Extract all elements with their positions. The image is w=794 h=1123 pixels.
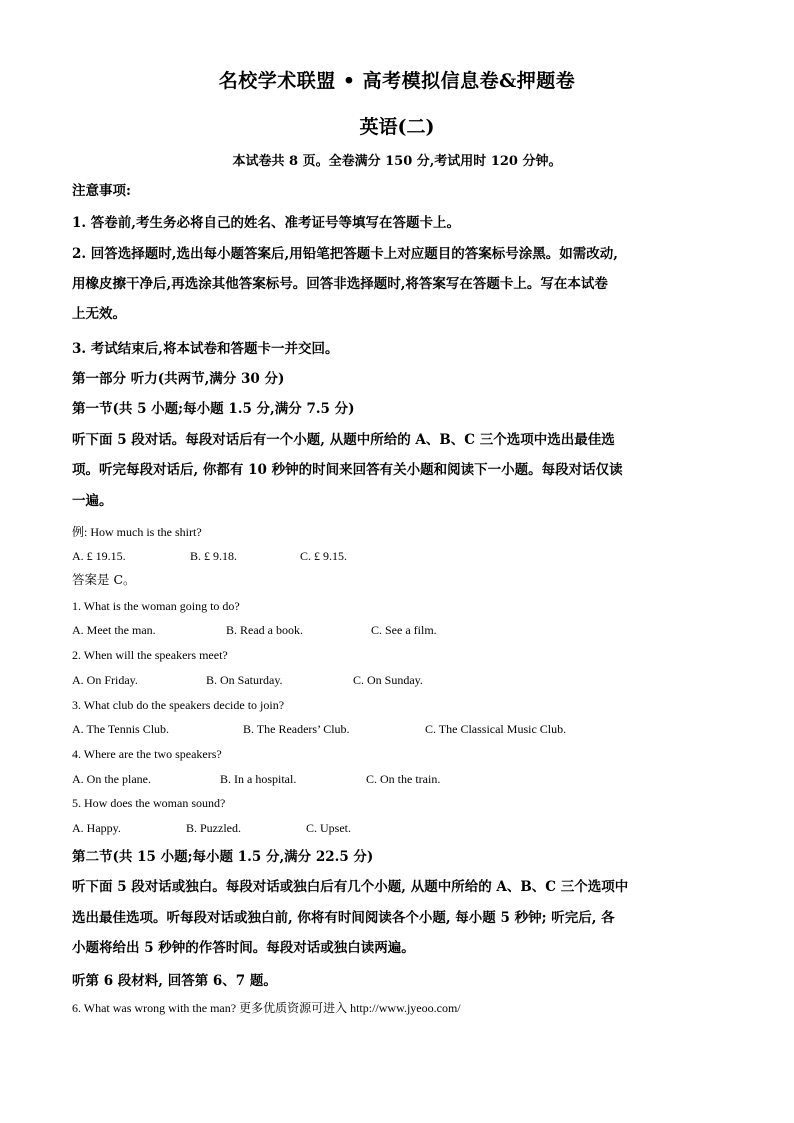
- note-1: 1. 答卷前,考生务必将自己的姓名、准考证号等填写在答题卡上。: [72, 215, 460, 231]
- part1-heading: 第一部分 听力(共两节,满分 30 分): [72, 371, 285, 387]
- note-2-line-3: 上无效。: [72, 306, 126, 322]
- example-option-a: A. £ 19.15.: [72, 549, 126, 563]
- q5-option-c: C. Upset.: [306, 821, 351, 835]
- section1-instr-1: 听下面 5 段对话。每段对话后有一个小题, 从题中所给的 A、B、C 三个选项中选出最佳选: [72, 432, 615, 448]
- section1-heading: 第一节(共 5 小题;每小题 1.5 分,满分 7.5 分): [72, 401, 355, 417]
- q4-option-a: A. On the plane.: [72, 772, 151, 786]
- q3-option-a: A. The Tennis Club.: [72, 722, 170, 736]
- q2-option-a: A. On Friday.: [72, 673, 138, 687]
- section2-instr-1: 听下面 5 段对话或独白。每段对话或独白后有几个小题, 从题中所给的 A、B、C 三个选项中: [72, 879, 629, 895]
- section2-heading: 第二节(共 15 小题;每小题 1.5 分,满分 22.5 分): [72, 849, 374, 865]
- q4-option-b: B. In a hospital.: [220, 772, 297, 786]
- q1-option-a: A. Meet the man.: [72, 623, 156, 637]
- q3-option-b: B. The Readers’ Club.: [243, 722, 350, 736]
- note-2-line-1: 2. 回答选择题时,选出每小题答案后,用铅笔把答题卡上对应题目的答案标号涂黑。如需改动,: [72, 246, 618, 262]
- q5-option-a: A. Happy.: [72, 821, 121, 835]
- q1-option-b: B. Read a book.: [226, 623, 303, 637]
- question-4: 4. Where are the two speakers?: [72, 747, 222, 761]
- question-5: 5. How does the woman sound?: [72, 796, 226, 810]
- note-3: 3. 考试结束后,将本试卷和答题卡一并交回。: [72, 341, 339, 357]
- example-question: 例: How much is the shirt?: [72, 525, 202, 539]
- q2-option-b: B. On Saturday.: [206, 673, 283, 687]
- question-1: 1. What is the woman going to do?: [72, 599, 240, 613]
- material-6-heading: 听第 6 段材料, 回答第 6、7 题。: [72, 973, 277, 989]
- example-option-c: C. £ 9.15.: [300, 549, 348, 563]
- section1-instr-3: 一遍。: [72, 493, 113, 509]
- question-6: 6. What was wrong with the man? 更多优质资源可进入 http://www.jyeoo.com/: [72, 1001, 461, 1015]
- note-2-line-2: 用橡皮擦干净后,再选涂其他答案标号。回答非选择题时,将答案写在答题卡上。写在本试卷: [72, 276, 608, 292]
- q1-option-c: C. See a film.: [371, 623, 437, 637]
- q3-option-c: C. The Classical Music Club.: [425, 722, 567, 736]
- section2-instr-3: 小题将给出 5 秒钟的作答时间。每段对话或独白读两遍。: [72, 940, 415, 956]
- question-2: 2. When will the speakers meet?: [72, 648, 228, 662]
- q2-option-c: C. On Sunday.: [353, 673, 423, 687]
- exam-info: 本试卷共 8 页。全卷满分 150 分,考试用时 120 分钟。: [232, 154, 562, 169]
- example-option-b: B. £ 9.18.: [190, 549, 238, 563]
- q5-option-b: B. Puzzled.: [186, 821, 241, 835]
- exam-subtitle: 英语(二): [359, 116, 435, 138]
- section1-instr-2: 项。听完每段对话后, 你都有 10 秒钟的时间来回答有关小题和阅读下一小题。每段对话仅读: [72, 462, 623, 478]
- question-3: 3. What club do the speakers decide to join?: [72, 698, 285, 712]
- example-answer: 答案是 C。: [72, 572, 136, 587]
- notes-heading: 注意事项:: [72, 183, 131, 199]
- exam-title: 名校学术联盟 • 高考模拟信息卷&押题卷: [218, 70, 576, 92]
- section2-instr-2: 选出最佳选项。听每段对话或独白前, 你将有时间阅读各个小题, 每小题 5 秒钟; 听完后, 各: [72, 910, 615, 926]
- q4-option-c: C. On the train.: [366, 772, 441, 786]
